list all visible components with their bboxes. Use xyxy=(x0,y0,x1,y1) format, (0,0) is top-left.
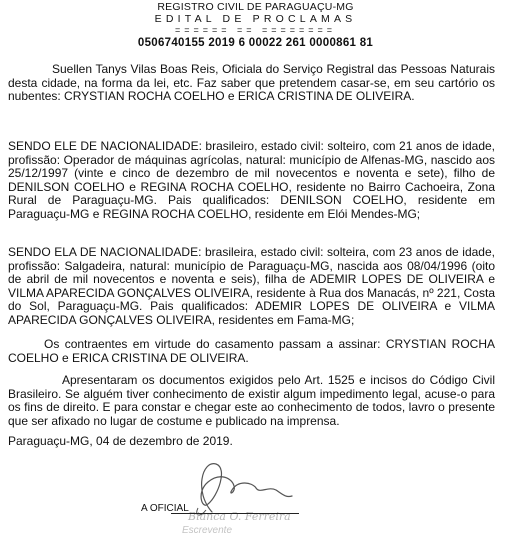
bride-paragraph: SENDO ELA DE NACIONALIDADE: brasileira, estado civil: solteira, com 23 anos de idade, profissão: Salgadeira, natural: município de Paraguaçu-MG, nascida aos 08/04/1996 (oito de abril de mil novecentos e noventa e seis), filha de ADEMIR LOPES DE OLIVEIRA e VILMA APARECIDA GONÇALVES OLIVEIRA, residente à Rua dos Manacás, nº 221, Costa do Sol, Paraguaçu-MG. Pais qualificados: ADEMIR LOPES DE OLIVEIRA e VILMA APARECIDA GONÇALVES OLIVEIRA, residentes em Fama-MG; xyxy=(8,245,495,327)
signature-block xyxy=(172,452,322,542)
stamp-name: Bianca O. Ferreira xyxy=(188,510,291,523)
date-line: Paraguaçu-MG, 04 de dezembro de 2019. xyxy=(8,434,233,448)
signature-line xyxy=(171,513,299,514)
registration-code: 0506740155 2019 6 00022 261 0000861 81 xyxy=(137,37,374,49)
contractants-paragraph: Os contraentes em virtude do casamento passam a assinar: CRYSTIAN ROCHA COELHO e ERICA CRISTINA DE OLIVEIRA. xyxy=(8,337,495,365)
groom-paragraph: SENDO ELE DE NACIONALIDADE: brasileiro, estado civil: solteiro, com 21 anos de idade, profissão: Operador de máquinas agrícolas, natural: município de Alfenas-MG, nascido aos 25/12/1997 (vinte e cinco de dezembro de mil novecentos e noventa e sete), filho de DENILSON COELHO e REGINA ROCHA COELHO, residente no Bairro Cachoeira, Zona Rural de Paraguaçu-MG. Pais qualificados: DENILSON COELHO, residente em Paraguaçu-MG e REGINA ROCHA COELHO, residente em Elói Mendes-MG; xyxy=(8,139,495,221)
stamp-role: Escrevente xyxy=(182,525,233,536)
intro-paragraph: Suellen Tanys Vilas Boas Reis, Oficiala do Serviço Registral das Pessoas Naturais desta cidade, na forma da lei, etc. Faz saber que pretendem casar-se, em seu cartório os nubentes: CRYSTIAN ROCHA COELHO e ERICA CRISTINA DE OLIVEIRA. xyxy=(8,62,495,104)
closing-paragraph: Apresentaram os documentos exigidos pelo Art. 1525 e incisos do Código Civil Brasileiro. Se alguém tiver conhecimento de existir algum impedimento legal, acuse-o para os fins de direito. E para constar e chegar este ao conhecimento de todos, lavro o presente que ser afixado no lugar de costume e publicado na imprensa. xyxy=(8,373,495,428)
signature-label: A OFICIAL xyxy=(141,503,189,514)
title-underline: ====== == ======== xyxy=(174,25,337,35)
document-title: EDITAL DE PROCLAMAS xyxy=(154,13,357,25)
registry-name: REGISTRO CIVIL DE PARAGUAÇU-MG xyxy=(157,1,354,13)
